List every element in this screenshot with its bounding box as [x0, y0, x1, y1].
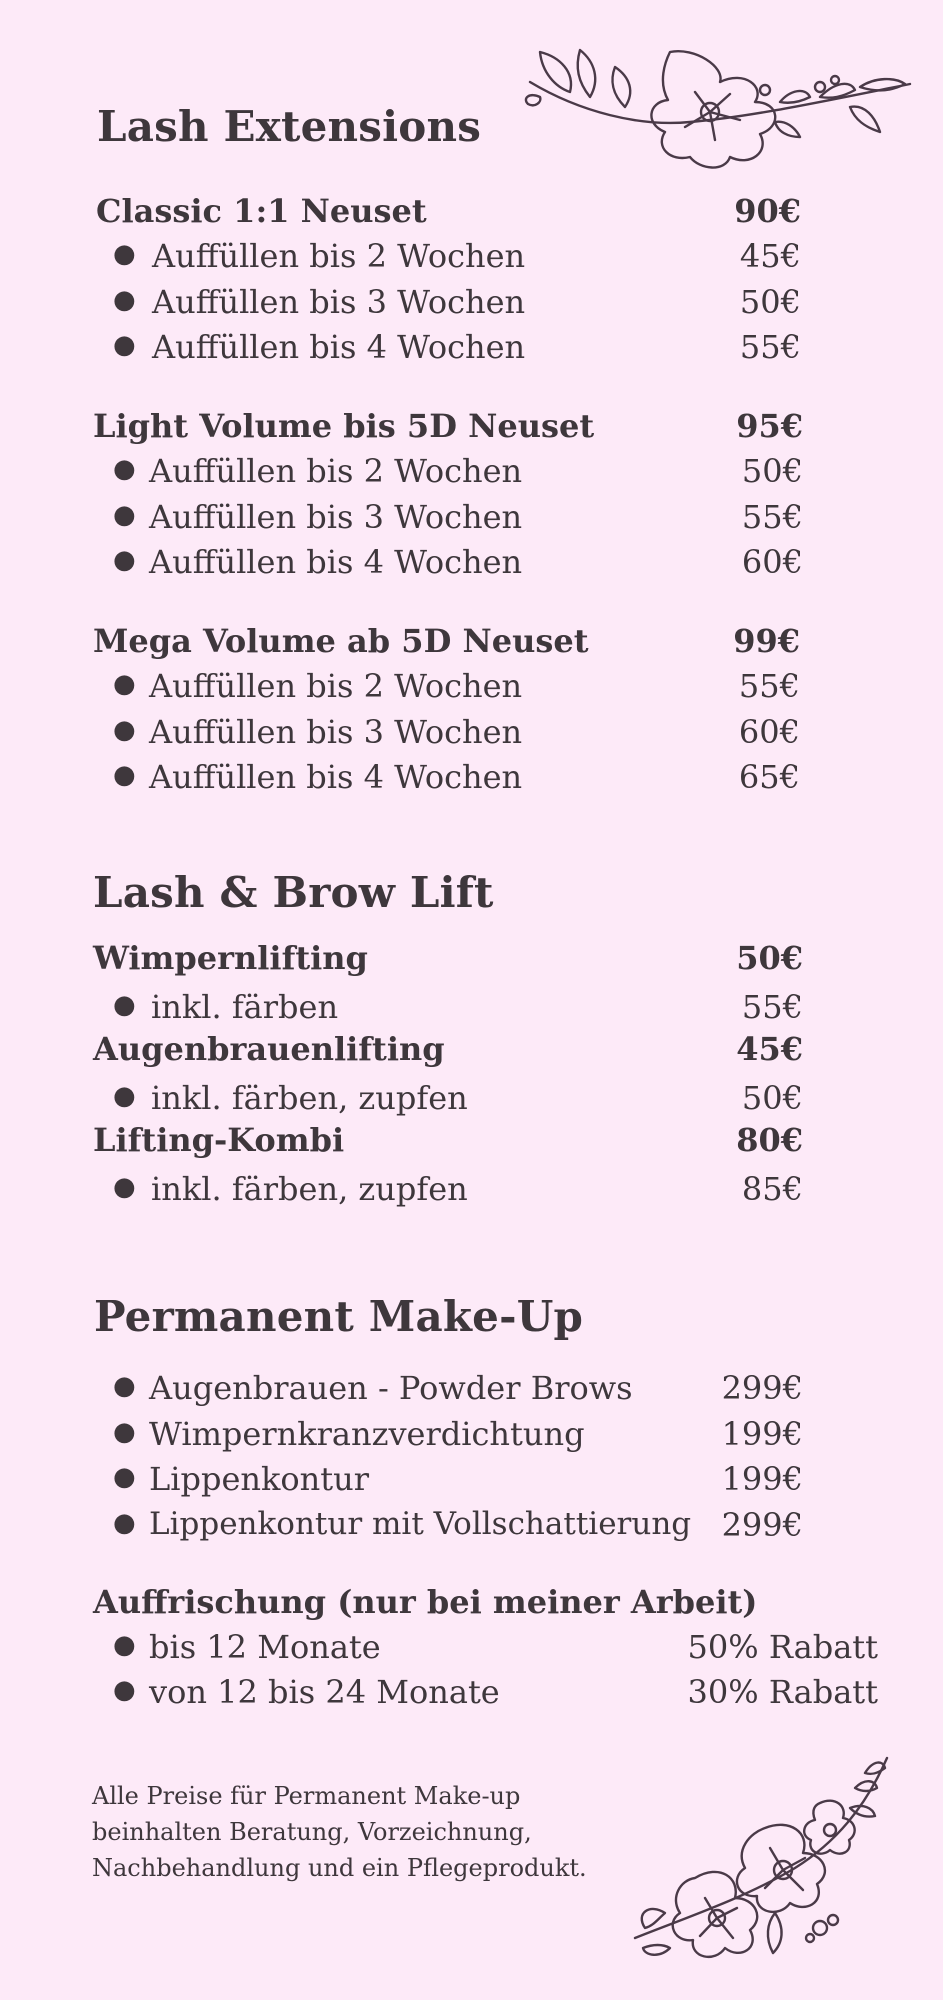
footer-note-line: Alle Preise für Permanent Make-up [92, 1782, 521, 1810]
refill-price: 50€ [741, 452, 803, 490]
refill-price: 45€ [739, 237, 801, 275]
footer-note-line: Nachbehandlung und ein Pflegeprodukt. [92, 1854, 587, 1882]
pmu-item-label: Lippenkontur [149, 1460, 370, 1498]
pmu-item-label: Augenbrauen - Powder Brows [149, 1369, 633, 1407]
refill-price: 60€ [738, 713, 800, 751]
refill-label: Auffüllen bis 2 Wochen [152, 237, 526, 275]
refresh-item-price: 30% Rabatt [687, 1673, 878, 1711]
refill-price: 65€ [738, 758, 800, 796]
service-price-classic: 90€ [734, 192, 801, 230]
flower-branch-icon [520, 42, 920, 172]
bullet-icon: ● [113, 669, 136, 699]
pmu-item-price: 199€ [721, 1415, 803, 1453]
option-label: inkl. färben [151, 988, 339, 1026]
service-name-classic: Classic 1:1 Neuset [96, 192, 427, 230]
refresh-item-label: bis 12 Monate [149, 1628, 381, 1666]
section-title-permanent-make-up: Permanent Make-Up [94, 1292, 584, 1341]
section-title-lash-brow-lift: Lash & Brow Lift [93, 868, 494, 917]
bullet-icon: ● [113, 1675, 136, 1705]
service-price-wimpernlifting: 50€ [736, 939, 803, 977]
refill-label: Auffüllen bis 4 Wochen [149, 758, 523, 796]
section-title-lash-extensions: Lash Extensions [97, 102, 482, 151]
service-name-light-volume: Light Volume bis 5D Neuset [93, 407, 595, 445]
service-price-light-volume: 95€ [736, 407, 803, 445]
option-price: 55€ [741, 988, 803, 1026]
pmu-item-price: 199€ [721, 1460, 803, 1498]
bullet-icon: ● [113, 1371, 136, 1401]
bullet-icon: ● [113, 990, 136, 1020]
refill-label: Auffüllen bis 3 Wochen [149, 498, 523, 536]
pmu-item-label: Lippenkontur mit Vollschattierung [149, 1506, 692, 1542]
refill-price: 55€ [738, 667, 800, 705]
service-price-mega-volume: 99€ [733, 622, 800, 660]
option-label: inkl. färben, zupfen [151, 1079, 468, 1117]
footer-note-line: beinhalten Beratung, Vorzeichnung, [92, 1818, 532, 1846]
refill-label: Auffüllen bis 2 Wochen [149, 452, 523, 490]
refill-label: Auffüllen bis 3 Wochen [152, 283, 526, 321]
bullet-icon: ● [113, 715, 136, 745]
option-price: 50€ [741, 1079, 803, 1117]
option-price: 85€ [741, 1170, 803, 1208]
refill-price: 55€ [741, 498, 803, 536]
refill-label: Auffüllen bis 3 Wochen [149, 713, 523, 751]
service-price-lifting-kombi: 80€ [736, 1121, 803, 1159]
bullet-icon: ● [113, 1417, 136, 1447]
bullet-icon: ● [113, 330, 136, 360]
bullet-icon: ● [113, 1172, 136, 1202]
pmu-item-price: 299€ [721, 1369, 803, 1407]
bullet-icon: ● [113, 1462, 136, 1492]
footer-note [92, 1778, 587, 1886]
refill-label: Auffüllen bis 4 Wochen [152, 328, 526, 366]
bullet-icon: ● [113, 285, 136, 315]
flower-bouquet-icon [625, 1748, 895, 1963]
refresh-item-label: von 12 bis 24 Monate [149, 1673, 500, 1711]
refill-price: 55€ [739, 328, 801, 366]
service-name-mega-volume: Mega Volume ab 5D Neuset [93, 622, 589, 660]
bullet-icon: ● [113, 454, 136, 484]
bullet-icon: ● [113, 760, 136, 790]
bullet-icon: ● [113, 239, 136, 269]
pmu-item-label: Wimpernkranzverdichtung [149, 1415, 585, 1453]
bullet-icon: ● [113, 1630, 136, 1660]
refill-label: Auffüllen bis 4 Wochen [149, 543, 523, 581]
option-label: inkl. färben, zupfen [151, 1170, 468, 1208]
refill-price: 50€ [739, 283, 801, 321]
bullet-icon: ● [113, 1508, 136, 1538]
refresh-title: Auffrischung (nur bei meiner Arbeit) [93, 1583, 758, 1621]
bullet-icon: ● [113, 1081, 136, 1111]
bullet-icon: ● [113, 500, 136, 530]
refill-label: Auffüllen bis 2 Wochen [149, 667, 523, 705]
refresh-item-price: 50% Rabatt [687, 1628, 878, 1666]
refill-price: 60€ [741, 543, 803, 581]
service-name-augenbrauenlifting: Augenbrauenlifting [93, 1030, 445, 1068]
service-name-wimpernlifting: Wimpernlifting [93, 939, 368, 977]
pmu-item-price: 299€ [721, 1506, 803, 1544]
service-price-augenbrauenlifting: 45€ [736, 1030, 803, 1068]
bullet-icon: ● [113, 545, 136, 575]
service-name-lifting-kombi: Lifting-Kombi [93, 1121, 345, 1159]
